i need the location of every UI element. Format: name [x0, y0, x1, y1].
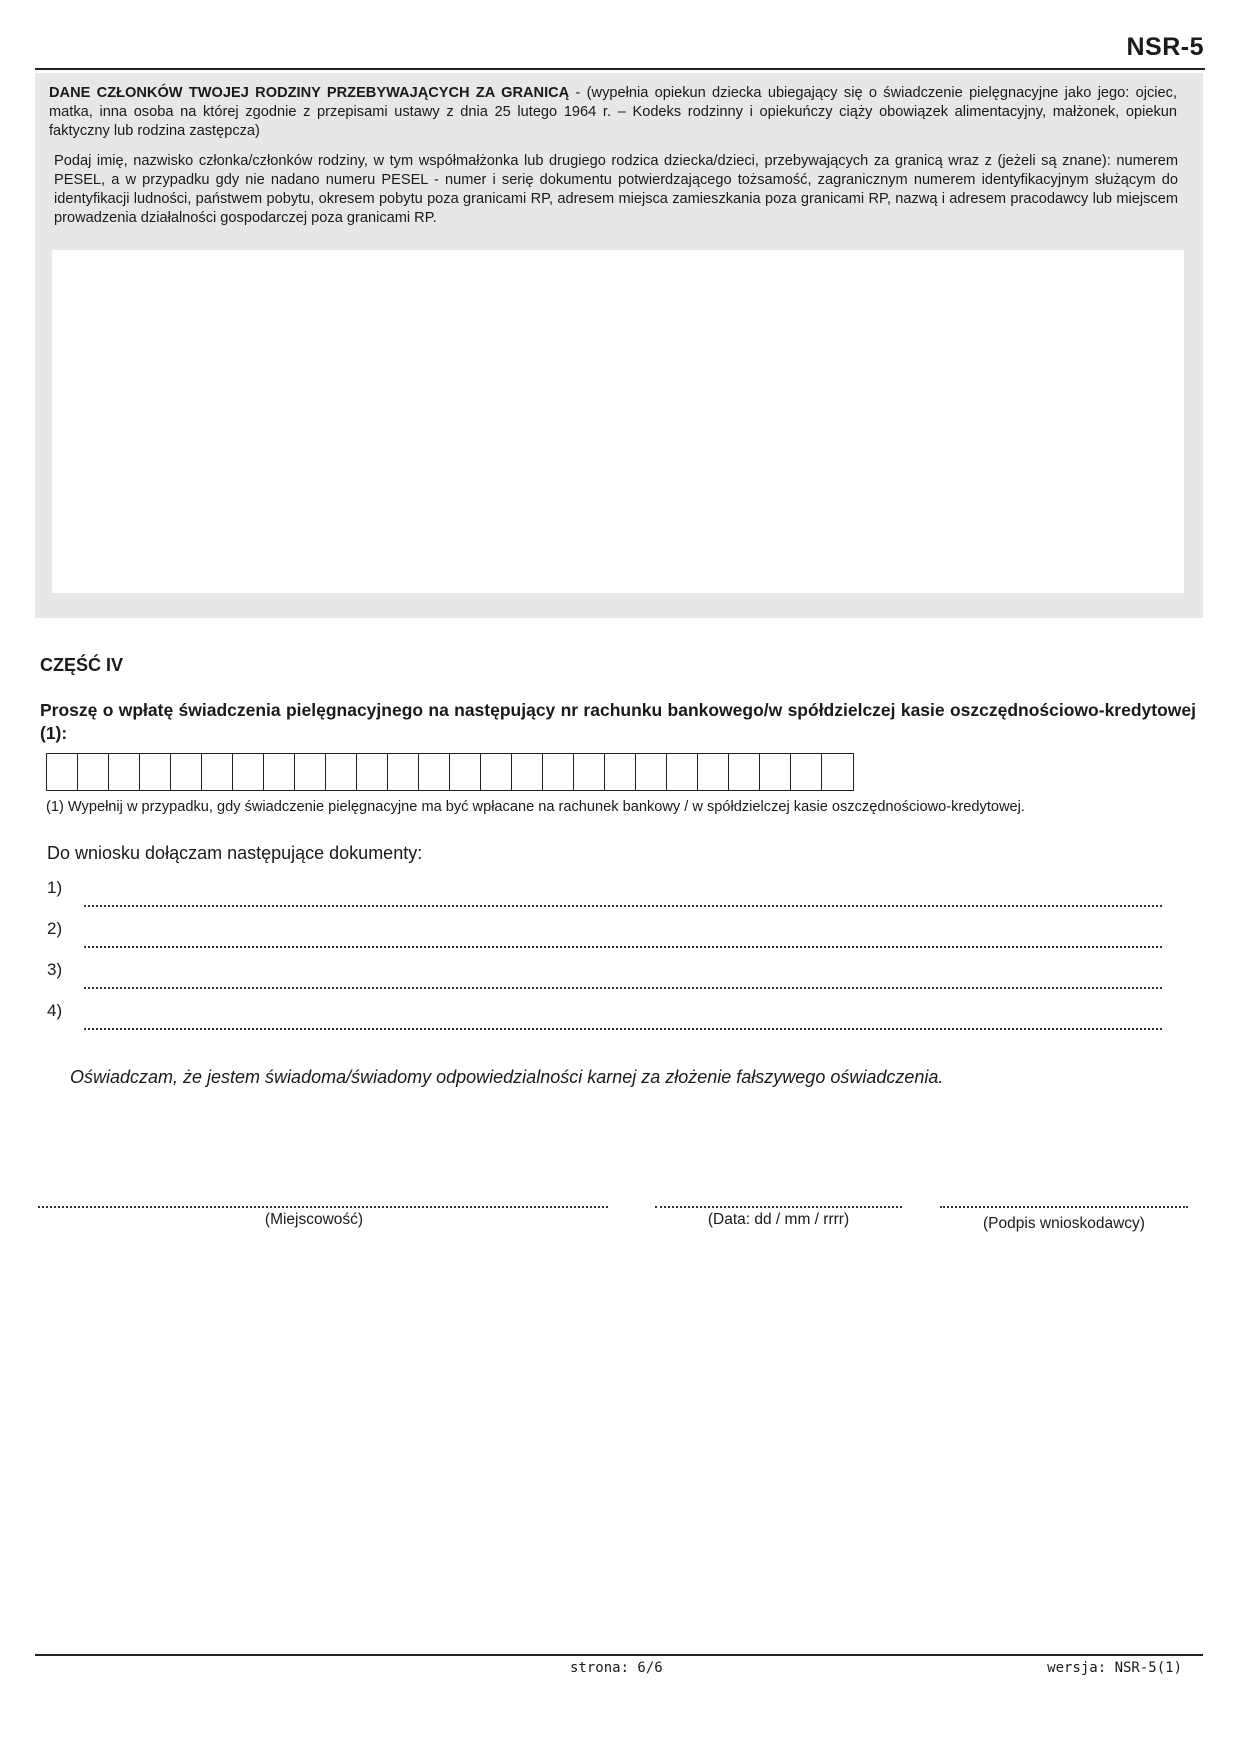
- account-digit-box[interactable]: [636, 754, 667, 790]
- account-digit-box[interactable]: [481, 754, 512, 790]
- account-digit-box[interactable]: [698, 754, 729, 790]
- account-digit-box[interactable]: [326, 754, 357, 790]
- account-digit-box[interactable]: [202, 754, 233, 790]
- account-digit-box[interactable]: [388, 754, 419, 790]
- family-abroad-answer-field[interactable]: [52, 250, 1184, 593]
- account-digit-box[interactable]: [264, 754, 295, 790]
- document-4-line[interactable]: [84, 1028, 1162, 1030]
- family-abroad-intro: [49, 84, 1177, 141]
- document-4-number: 4): [47, 1001, 63, 1020]
- family-abroad-heading-note: - (wypełnia opiekun dziecka ubiegający się o świadczenie pielęgnacyjne jako jego: ojciec, matka, inna osoba na której zgodnie z przepisami ustawy z dnia 25 lutego 1964 r. – Kodeks rodzinny i opiekuńczy ciąży obowiązek alimentacyjny, małżonek, opiekun faktyczny lub rodzina zastępcza): [49, 85, 1177, 139]
- account-digit-box[interactable]: [791, 754, 822, 790]
- form-version: wersja: NSR-5(1): [1047, 1660, 1182, 1676]
- account-digit-box[interactable]: [233, 754, 264, 790]
- document-3-number: 3): [47, 960, 63, 979]
- account-digit-box[interactable]: [729, 754, 760, 790]
- account-digit-box[interactable]: [450, 754, 481, 790]
- part-iv-heading: CZĘŚĆ IV: [40, 655, 124, 675]
- place-label: (Miejscowość): [264, 1211, 364, 1228]
- family-abroad-instructions: Podaj imię, nazwisko członka/członków rodziny, w tym współmałżonka lub drugiego rodzica dziecka/dzieci, przebywających za granicą wraz z (jeżeli są znane): numerem PESEL, a w przypadku gdy nie nadano numeru PESEL - numer i serię dokumentu potwierdzającego tożsamość, zagranicznym numerem identyfikacyjnym służącym do identyfikacji ludności, państwem pobytu, okresem pobytu poza granicami RP, adresem miejsca zamieszkania poza granicami RP, nazwą i adresem pracodawcy lub miejscem prowadzenia działalności gospodarczej poza granicami RP.: [54, 153, 1178, 226]
- account-digit-box[interactable]: [605, 754, 636, 790]
- account-digit-box[interactable]: [78, 754, 109, 790]
- family-abroad-section: [35, 73, 1203, 618]
- account-digit-box[interactable]: [419, 754, 450, 790]
- document-3-line[interactable]: [84, 987, 1162, 989]
- account-digit-box[interactable]: [171, 754, 202, 790]
- document-2-number: 2): [47, 919, 63, 938]
- form-code: NSR-5: [1126, 33, 1204, 61]
- applicant-signature-label: (Podpis wnioskodawcy): [983, 1215, 1145, 1232]
- account-digit-box[interactable]: [357, 754, 388, 790]
- account-digit-box[interactable]: [512, 754, 543, 790]
- false-statement-declaration: Oświadczam, że jestem świadoma/świadomy odpowiedzialności karnej za złożenie fałszywego oświadczenia.: [70, 1067, 944, 1087]
- top-divider: [35, 68, 1205, 70]
- account-digit-box[interactable]: [760, 754, 791, 790]
- bank-account-number-field[interactable]: [46, 753, 854, 791]
- account-digit-box[interactable]: [295, 754, 326, 790]
- family-abroad-heading: DANE CZŁONKÓW TWOJEJ RODZINY PRZEBYWAJĄCYCH ZA GRANICĄ: [49, 85, 570, 101]
- place-signature-line[interactable]: [38, 1206, 608, 1208]
- bank-account-request: Proszę o wpłatę świadczenia pielęgnacyjnego na następujący nr rachunku bankowego/w spółdzielczej kasie oszczędnościowo-kredytowej (1):: [40, 700, 1196, 743]
- account-digit-box[interactable]: [543, 754, 574, 790]
- attached-documents-heading: Do wniosku dołączam następujące dokumenty:: [47, 843, 423, 863]
- document-1-line[interactable]: [84, 905, 1162, 907]
- date-label: (Data: dd / mm / rrrr): [707, 1211, 850, 1228]
- date-signature-line[interactable]: [655, 1206, 902, 1208]
- account-digit-box[interactable]: [47, 754, 78, 790]
- account-digit-box[interactable]: [140, 754, 171, 790]
- page-number: strona: 6/6: [570, 1660, 663, 1676]
- document-1-number: 1): [47, 878, 63, 897]
- account-digit-box[interactable]: [574, 754, 605, 790]
- document-2-line[interactable]: [84, 946, 1162, 948]
- applicant-signature-line[interactable]: [940, 1206, 1188, 1208]
- account-digit-box[interactable]: [667, 754, 698, 790]
- account-digit-box[interactable]: [822, 754, 853, 790]
- bank-account-footnote: (1) Wypełnij w przypadku, gdy świadczenie pielęgnacyjne ma być wpłacane na rachunek bankowy / w spółdzielczej kasie oszczędnościowo-kredytowej.: [46, 799, 1025, 815]
- account-digit-box[interactable]: [109, 754, 140, 790]
- bottom-divider: [35, 1654, 1203, 1656]
